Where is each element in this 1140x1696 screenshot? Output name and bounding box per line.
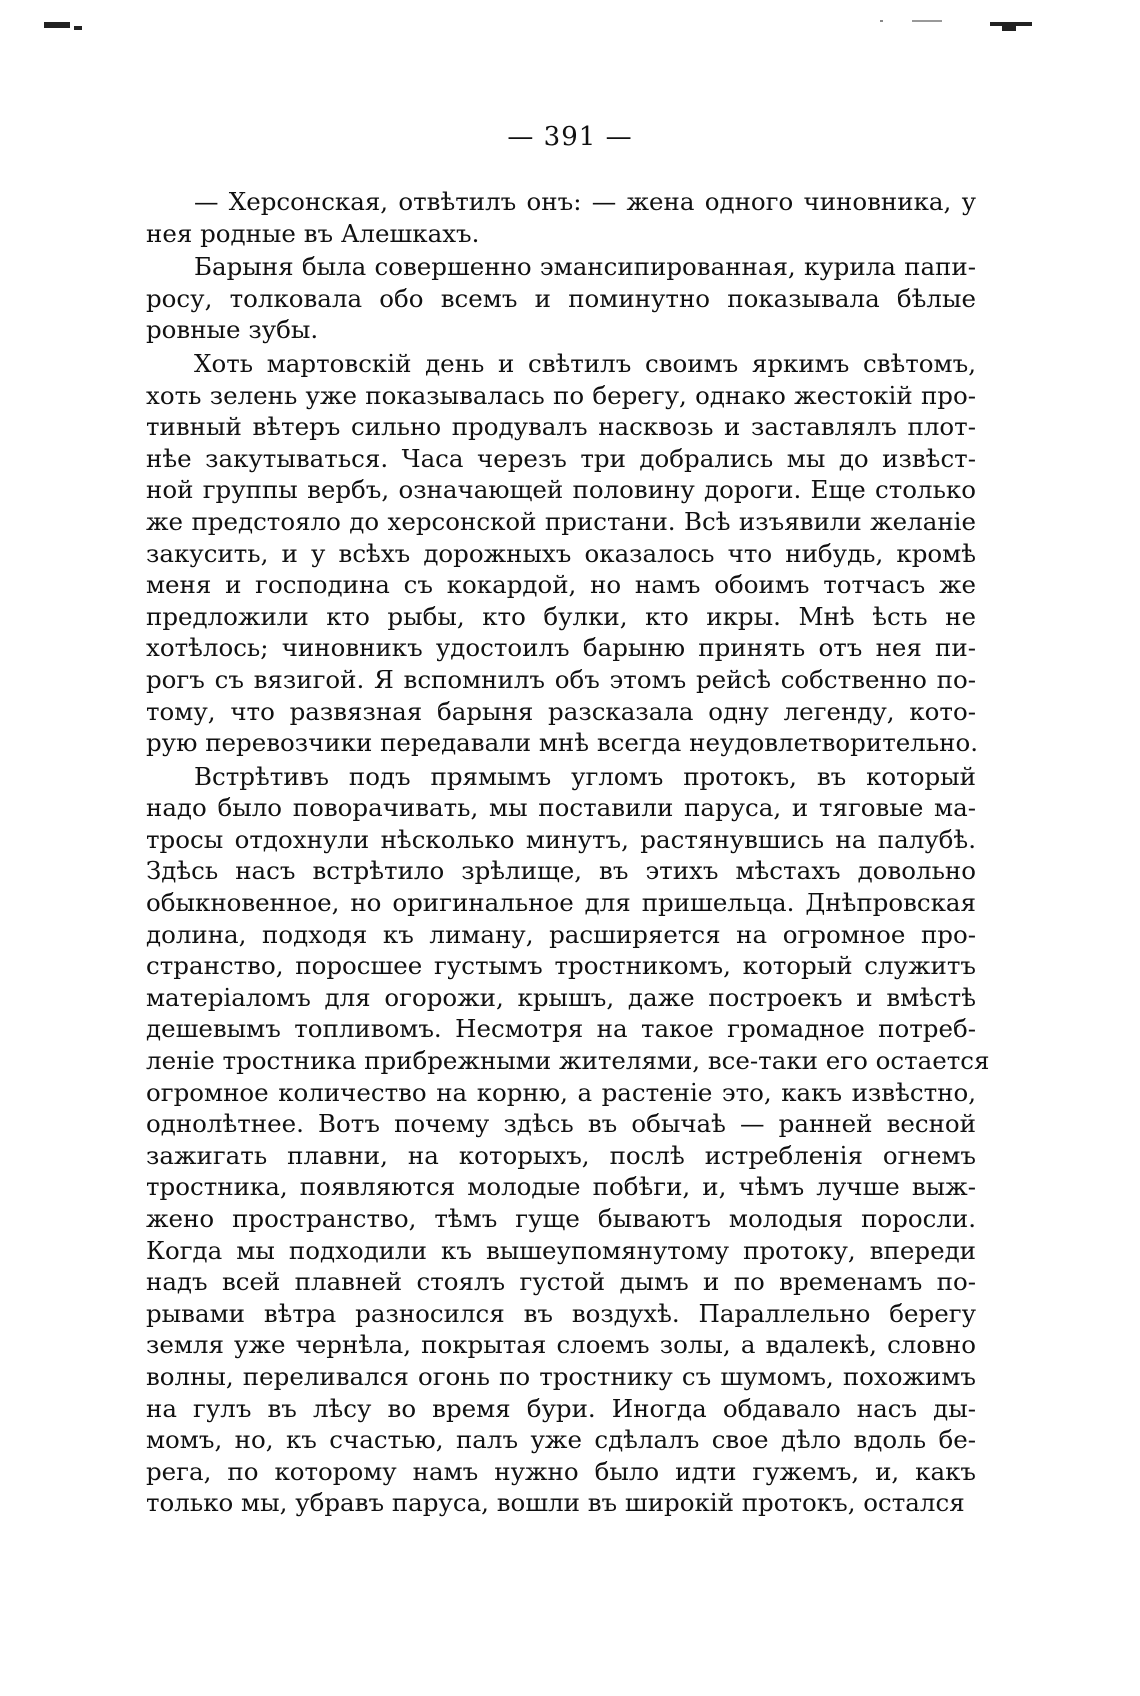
text-line: тросы отдохнули нѣсколько минутъ, растянувшись на палубѣ. xyxy=(146,824,976,854)
text-line: меня и господина съ кокардой, но намъ обоимъ тотчасъ же xyxy=(146,570,976,600)
text-line: надо было поворачивать, мы поставили паруса, и тяговые ма- xyxy=(146,793,976,823)
text-line: тивный вѣтеръ сильно продувалъ насквозь и заставлялъ плот- xyxy=(146,412,976,442)
scan-speck xyxy=(74,26,82,30)
text-line: жено пространство, тѣмъ гуще бываютъ молодыя поросли. xyxy=(146,1204,976,1233)
scan-speck xyxy=(44,22,70,28)
text-line: хотѣлось; чиновникъ удостоилъ барыню принять отъ нея пи- xyxy=(146,633,976,663)
text-line: нѣе закутываться. Часа черезъ три добрались мы до извѣст- xyxy=(146,443,976,473)
text-line: момъ, но, къ счастью, палъ уже сдѣлалъ свое дѣло вдоль бе- xyxy=(146,1425,976,1455)
text-line: — Херсонская, отвѣтилъ онъ: — жена одного чиновника, у xyxy=(194,187,976,216)
text-line: же предстояло до херсонской пристани. Всѣ изъявили желаніе xyxy=(146,506,976,536)
text-line: ровные зубы. xyxy=(146,315,319,345)
text-line: дешевымъ топливомъ. Несмотря на такое громадное потреб- xyxy=(146,1014,976,1044)
text-line: зажигать плавни, на которыхъ, послѣ истребленія огнемъ xyxy=(146,1140,976,1170)
text-line: Здѣсь насъ встрѣтило зрѣлище, въ этихъ мѣстахъ довольно xyxy=(146,856,976,886)
text-line: нея родные въ Алешкахъ. xyxy=(146,218,480,248)
paragraph xyxy=(146,761,990,1519)
paragraph xyxy=(146,251,976,346)
text-line: леніе тростника прибрежными жителями, все-таки его остается xyxy=(146,1046,990,1076)
text-line: росу, толковала обо всемъ и поминутно показывала бѣлые xyxy=(146,283,976,313)
text-line: странство, поросшее густымъ тростникомъ, который служитъ xyxy=(146,951,976,981)
text-line: Хоть мартовскій день и свѣтилъ своимъ яркимъ свѣтомъ, xyxy=(194,348,976,378)
text-line: обыкновенное, но оригинальное для пришельца. Днѣпровская xyxy=(146,888,976,918)
text-line: рывами вѣтра разносился въ воздухѣ. Параллельно берегу xyxy=(146,1298,976,1328)
paragraph xyxy=(146,186,976,249)
text-line: рую перевозчики передавали мнѣ всегда неудовлетворительно. xyxy=(146,728,979,758)
text-line: Встрѣтивъ подъ прямымъ угломъ протокъ, въ который xyxy=(194,761,976,791)
text-line: волны, переливался огонь по тростнику съ шумомъ, похожимъ xyxy=(146,1361,976,1391)
text-line: рега, по которому намъ нужно было идти гужемъ, и, какъ xyxy=(146,1456,976,1486)
text-line: земля уже чернѣла, покрытая слоемъ золы, а вдалекѣ, словно xyxy=(146,1330,976,1360)
text-line: огромное количество на корню, а растеніе это, какъ извѣстно, xyxy=(146,1077,976,1107)
scan-speck xyxy=(880,20,883,22)
text-line: матеріаломъ для огорожи, крышъ, даже построекъ и вмѣстѣ xyxy=(146,982,976,1012)
text-line: предложили кто рыбы, кто булки, кто икры. Мнѣ ѣсть не xyxy=(146,601,976,631)
text-line: ной группы вербъ, означающей половину дороги. Еще столько xyxy=(146,475,976,505)
text-line: тростника, появляются молодые побѣги, и, чѣмъ лучше выж- xyxy=(146,1172,976,1202)
text-line: однолѣтнее. Вотъ почему здѣсь въ обычаѣ — ранней весной xyxy=(146,1109,976,1139)
text-line: надъ всей плавней стоялъ густой дымъ и по временамъ по- xyxy=(146,1267,976,1297)
text-line: Когда мы подходили къ вышеупомянутому протоку, впереди xyxy=(146,1235,976,1265)
text-line: только мы, убравъ паруса, вошли въ широкій протокъ, остался xyxy=(146,1488,965,1518)
text-line: Барыня была совершенно эмансипированная, курила папи- xyxy=(194,252,976,282)
text-line: на гулъ въ лѣсу во время бури. Иногда обдавало насъ ды- xyxy=(146,1393,976,1423)
page-number: — 391 — xyxy=(507,122,633,152)
text-line: тому, что развязная барыня разсказала одну легенду, кото- xyxy=(146,696,976,726)
text-line: рогъ съ вязигой. Я вспомнилъ объ этомъ рейсѣ собственно по- xyxy=(146,664,976,694)
text-line: долина, подходя къ лиману, расширяется на огромное про- xyxy=(146,919,976,949)
text-line: хоть зелень уже показывалась по берегу, однако жестокій про- xyxy=(146,380,976,410)
text-line: закусить, и у всѣхъ дорожныхъ оказалось что нибудь, кромѣ xyxy=(146,538,976,568)
scan-speck xyxy=(1002,26,1016,31)
scan-speck xyxy=(912,20,942,22)
page-body xyxy=(146,186,990,1519)
paragraph xyxy=(146,348,979,759)
